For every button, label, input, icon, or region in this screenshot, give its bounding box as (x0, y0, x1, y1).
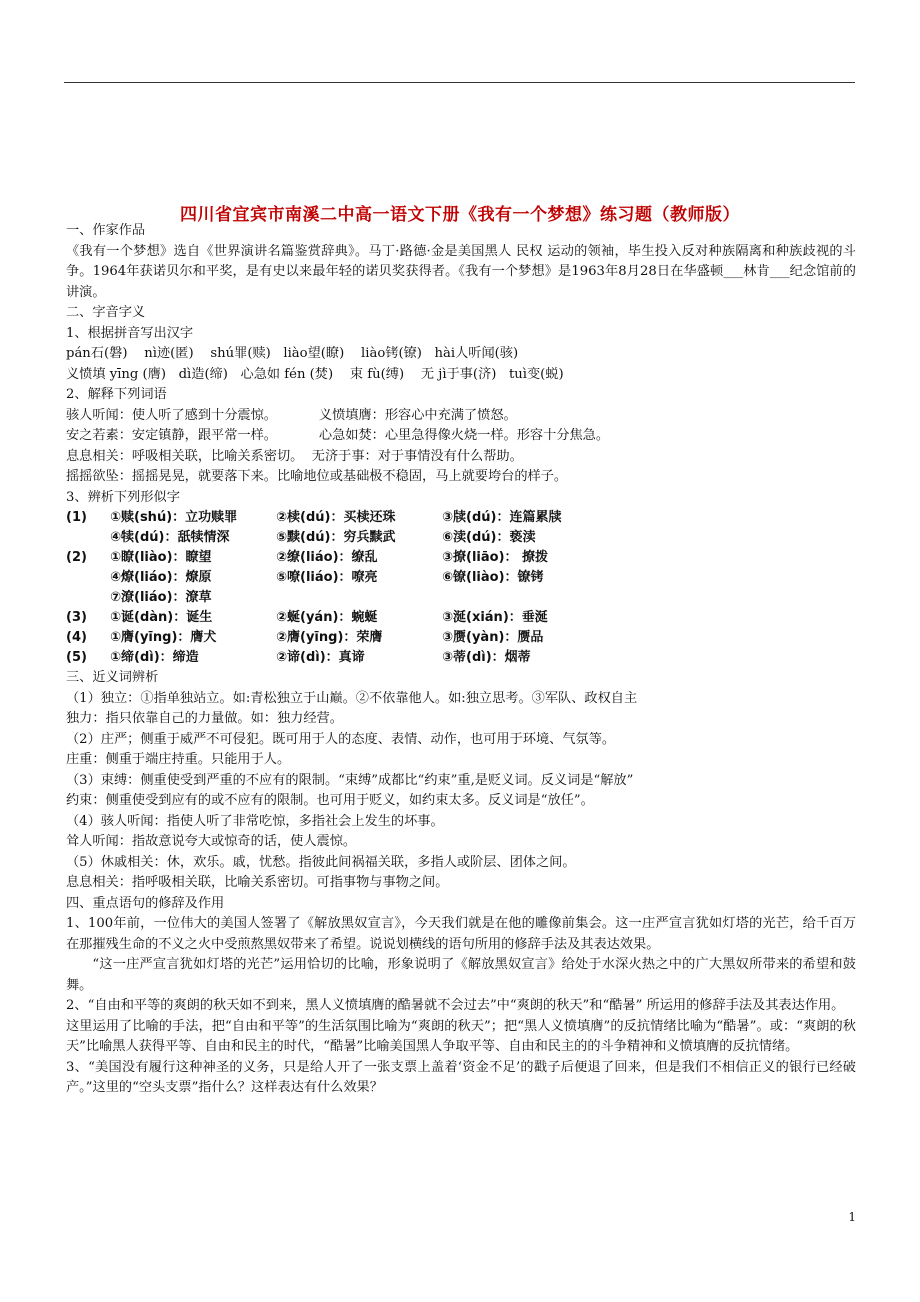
row-label: (1) (66, 510, 87, 525)
similar-char-entry: ①缔(dì)：缔造 (110, 650, 199, 665)
section4-heading: 四、重点语句的修辞及作用 (66, 895, 225, 911)
similar-char-entry: ①瞭(liào)：瞭望 (110, 550, 212, 565)
sub-heading-pinyin: 1、根据拼音写出汉字 (66, 325, 194, 341)
sub-heading-similar-chars: 3、辨析下列形似字 (66, 489, 180, 505)
pinyin-line-2: 义愤填 yīng (膺) dì造(缔) 心急如 fén (焚) 束 fù(缚) 无 jì于事(济) tuì变(蜕) (66, 366, 564, 382)
similar-chars-table (66, 508, 856, 668)
document-body (66, 221, 856, 1099)
similar-chars-row (66, 528, 856, 548)
question-3: 3、“美国没有履行这种神圣的义务，只是给人开了一张支票上盖着‘资金不足’的戳子后便退了回来，但是我们不相信正义的银行已经破产。”这里的“空头支票”指什么？这样表达有什么效果？ (66, 1059, 856, 1095)
sub-heading-definitions: 2、解释下列词语 (66, 387, 167, 402)
similar-char-entry: ③蒂(dì)：烟蒂 (442, 650, 531, 665)
definition-line: 骇人听闻：使人听了感到十分震惊。 义愤填膺：形容心中充满了愤怒。 (66, 407, 517, 423)
row-label (66, 568, 110, 588)
synonym-line: （4）骇人听闻：指使人听了非常吃惊，多指社会上发生的坏事。 (66, 813, 444, 829)
similar-char-entry: ⑥渎(dú)：亵渎 (442, 530, 536, 545)
section3-heading: 三、近义词辨析 (66, 670, 159, 685)
similar-char-entry: ②膺(yīng)：荣膺 (276, 630, 383, 645)
similar-chars-row (66, 648, 856, 668)
similar-char-entry: ④燎(liáo)：燎原 (110, 570, 212, 585)
definition-line: 息息相关：呼吸相关联，比喻关系密切。 无济于事：对于事情没有什么帮助。 (66, 448, 523, 464)
similar-char-entry: ①诞(dàn)：诞生 (110, 610, 213, 625)
synonym-line: 耸人听闻：指故意说夸大或惊奇的话，使人震惊。 (66, 834, 357, 849)
similar-chars-row (66, 508, 856, 528)
definition-line: 安之若素：安定镇静，跟平常一样。 心急如焚：心里急得像火烧一样。形容十分焦急。 (66, 428, 610, 443)
similar-char-entry: ③涎(xián)：垂涎 (442, 610, 548, 625)
section2-heading: 二、字音字义 (66, 305, 146, 320)
row-label (66, 528, 110, 548)
synonym-line: （1）独立：①指单独站立。如:青松独立于山巅。②不依靠他人。如:独立思考。③军队、政权自主 (66, 690, 638, 706)
synonym-line: 息息相关：指呼吸相关联，比喻关系密切。可指事物与事物之间。 (66, 875, 449, 890)
similar-char-entry: ③牍(dú)：连篇累牍 (442, 510, 562, 525)
header-rule (64, 82, 855, 83)
section1-paragraph: 《我有一个梦想》选自《世界演讲名篇鉴赏辞典》。马丁·路德·金是美国黑人 民权 运动的领袖，毕生投入反对种族隔离和种族歧视的斗争。1964年获诺贝尔和平奖，是有史以来最年轻的诺贝奖获得者。《我有一个梦想》是1963年8月28日在华盛顿___林肯___纪念馆前的讲演。 (66, 243, 856, 300)
similar-char-entry: ⑤嘹(liáo)：嘹亮 (276, 570, 378, 585)
similar-char-entry: ④犊(dú)：舐犊情深 (110, 530, 230, 545)
similar-char-entry: ⑤黩(dú)：穷兵黩武 (276, 530, 396, 545)
row-label: (5) (66, 650, 87, 665)
similar-char-entry: ②蜒(yán)：蜿蜒 (276, 610, 378, 625)
similar-char-entry: ②椟(dú)：买椟还珠 (276, 510, 396, 525)
document-title: 四川省宜宾市南溪二中高一语文下册《我有一个梦想》练习题（教师版） (180, 205, 740, 225)
question-2: 2、“自由和平等的爽朗的秋天如不到来，黑人义愤填膺的酷暑就不会过去”中“爽朗的秋天”和“酷暑” 所运用的修辞手法及其表达作用。 (66, 998, 845, 1013)
row-label: (4) (66, 630, 87, 645)
similar-chars-row (66, 608, 856, 628)
synonym-line: （3）束缚：侧重使受到严重的不应有的限制。“束缚”成都比“约束”重,是贬义词。反义词是“解放” (66, 772, 634, 788)
similar-char-entry (442, 588, 608, 608)
definition-line: 摇摇欲坠：摇摇晃晃，就要落下来。比喻地位或基础极不稳固，马上就要垮台的样子。 (66, 469, 568, 484)
similar-char-entry: ②缭(liáo)：缭乱 (276, 550, 378, 565)
page-number: 1 (848, 1210, 856, 1224)
similar-char-entry: ①膺(yīng)：膺犬 (110, 630, 217, 645)
row-label: (3) (66, 610, 87, 625)
similar-char-entry: ⑦潦(liáo)：潦草 (110, 590, 212, 605)
synonym-line: （5）休戚相关：休，欢乐。戚，忧愁。指彼此间祸福关联，多指人或阶层、团体之间。 (66, 854, 576, 870)
similar-chars-row (66, 568, 856, 588)
similar-char-entry: ⑥镣(liào)：镣铐 (442, 570, 544, 585)
synonym-line: 独力：指只依靠自己的力量做。如：独力经营。 (66, 711, 343, 726)
pinyin-line-1: pán石(磐) nì迹(匿) shú罪(赎) liào望(瞭) liào铐(镣) hài人听闻(骇) (66, 346, 519, 361)
similar-char-entry: ①赎(shú)：立功赎罪 (110, 510, 238, 525)
section1-heading: 一、作家作品 (66, 223, 146, 238)
similar-chars-row (66, 588, 856, 608)
question-1: 1、100年前，一位伟大的美国人签署了《解放黑奴宣言》，今天我们就是在他的雕像前集会。这一庄严宣言犹如灯塔的光芒，给千百万在那摧残生命的不义之火中受煎熬黑奴带来了希望。说说划横线的语句所用的修辞手法及其表达效果。 (66, 916, 856, 952)
row-label (66, 588, 110, 608)
similar-char-entry: ③赝(yàn)：赝品 (442, 630, 544, 645)
similar-char-entry (276, 588, 442, 608)
row-label: (2) (66, 550, 87, 565)
synonym-line: （2）庄严；侧重于威严不可侵犯。既可用于人的态度、表情、动作，也可用于环境、气氛等。 (66, 731, 616, 747)
synonym-line: 庄重：侧重于端庄持重。只能用于人。 (66, 752, 291, 767)
similar-char-entry: ②谛(dì)：真谛 (276, 650, 365, 665)
answer-2: 这里运用了比喻的手法，把“自由和平等”的生活氛围比喻为“爽朗的秋天”；把“黑人义愤填膺”的反抗情绪比喻为“酷暑”。或：“爽朗的秋天”比喻黑人获得平等、自由和民主的时代，“酷暑”比喻美国黑人争取平等、自由和民主的的斗争精神和义愤填膺的反抗情绪。 (66, 1018, 856, 1054)
similar-char-entry: ③撩(liāo)： 撩拨 (442, 550, 549, 565)
synonym-line: 约束：侧重使受到应有的或不应有的限制。也可用于贬义，如约束太多。反义词是“放任”。 (66, 793, 594, 808)
similar-chars-row (66, 548, 856, 568)
answer-1: “这一庄严宣言犹如灯塔的光芒”运用恰切的比喻，形象说明了《解放黑奴宣言》给处于水深火热之中的广大黑奴所带来的希望和鼓舞。 (66, 957, 856, 993)
similar-chars-row (66, 628, 856, 648)
